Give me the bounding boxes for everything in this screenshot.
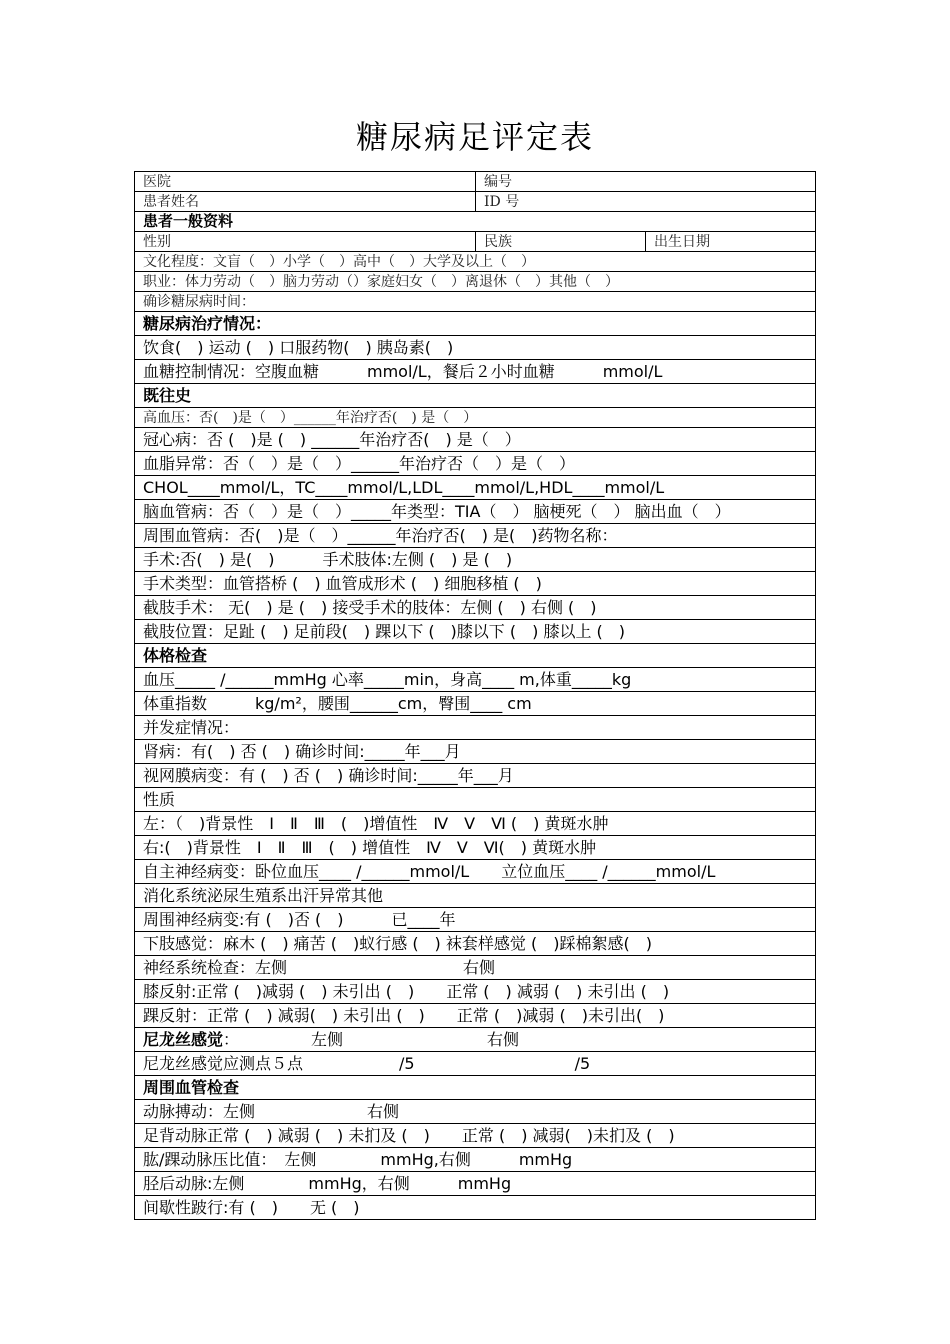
number-label: 编号 xyxy=(476,172,816,192)
id-number-label: ID 号 xyxy=(476,192,816,212)
form-row xyxy=(135,596,816,620)
claudication-row: 间歇性跛行:有 ( ) 无 ( ) xyxy=(135,1196,816,1220)
form-row xyxy=(135,884,816,908)
page-title: 糖尿病足评定表 xyxy=(355,118,594,156)
amputation-row: 截肢手术： 无( ) 是 ( ) 接受手术的肢体：左侧 ( ) 右侧 ( ) xyxy=(135,596,816,620)
neuro-exam-row: 神经系统检查：左侧 右侧 xyxy=(135,956,816,980)
form-row xyxy=(135,1004,816,1028)
form-row xyxy=(135,572,816,596)
sex-label: 性别 xyxy=(135,232,476,252)
right-eye-row: 右:( )背景性 Ⅰ Ⅱ Ⅲ ( ) 增值性 Ⅳ Ⅴ Ⅵ( ) 黄斑水肿 xyxy=(135,836,816,860)
form-row xyxy=(135,788,816,812)
ethnicity-label: 民族 xyxy=(476,232,646,252)
form-row xyxy=(135,524,816,548)
pulse-row: 动脉搏动：左侧 右侧 xyxy=(135,1100,816,1124)
surgery-type-row: 手术类型：血管搭桥 ( ) 血管成形术 ( ) 细胞移植 ( ) xyxy=(135,572,816,596)
form-row xyxy=(135,740,816,764)
cerebrovascular-row: 脑血管病：否（ ）是（ ）_____年类型：TIA（ ） 脑梗死（ ） 脑出血（ ） xyxy=(135,500,816,524)
history-heading: 既往史 xyxy=(135,384,816,408)
patient-name-label: 患者姓名 xyxy=(135,192,476,212)
form-row xyxy=(135,716,816,740)
peripheral-vascular-row: 周围血管病：否( )是（ ）______年治疗否( ) 是( )药物名称： xyxy=(135,524,816,548)
amputation-site-row: 截肢位置：足趾 ( ) 足前段( ) 踝以下 ( )膝以下 ( ) 膝以上 ( ) xyxy=(135,620,816,644)
form-row xyxy=(135,476,816,500)
form-row xyxy=(135,408,816,428)
monofilament-row xyxy=(135,1028,816,1052)
treatment-methods-row: 饮食( ) 运动 ( ) 口服药物( ) 胰岛素( ) xyxy=(135,336,816,360)
systems-row: 消化系统泌尿生殖系出汗异常其他 xyxy=(135,884,816,908)
autonomic-neuropathy-row: 自主神经病变：卧位血压____ /______mmol/L 立位血压____ /______mmol/L xyxy=(135,860,816,884)
dorsalis-pedis-row: 足背动脉正常 ( ) 减弱 ( ) 未扪及 ( ) 正常 ( ) 减弱( )未扪及 ( ) xyxy=(135,1124,816,1148)
form-row xyxy=(135,1124,816,1148)
posterior-tibial-row: 胫后动脉:左侧 mmHg，右侧 mmHg xyxy=(135,1172,816,1196)
form-row xyxy=(135,1028,816,1052)
form-row xyxy=(135,292,816,312)
monofilament-points-row: 尼龙丝感觉应测点５点 /5 /5 xyxy=(135,1052,816,1076)
form-row xyxy=(135,908,816,932)
form-row xyxy=(135,956,816,980)
bmi-row: 体重指数 kg/m²，腰围______cm，臀围____ cm xyxy=(135,692,816,716)
monofilament-sides: ： 左侧 右侧 xyxy=(223,1029,520,1049)
form-row xyxy=(135,212,816,232)
retinopathy-row: 视网膜病变：有 ( ) 否 ( ) 确诊时间:_____年___月 xyxy=(135,764,816,788)
complications-row: 并发症情况： xyxy=(135,716,816,740)
nephropathy-row: 肾病：有( ) 否 ( ) 确诊时间:_____年___月 xyxy=(135,740,816,764)
treatment-heading: 糖尿病治疗情况： xyxy=(135,312,816,336)
knee-reflex-row: 膝反射:正常 ( )减弱 ( ) 未引出 ( ) 正常 ( ) 减弱 ( ) 未引出 ( ) xyxy=(135,980,816,1004)
form-row xyxy=(135,548,816,572)
form-row xyxy=(135,644,816,668)
abi-row: 肱/踝动脉压比值： 左侧 mmHg,右侧 mmHg xyxy=(135,1148,816,1172)
form-row xyxy=(135,1076,816,1100)
form-row xyxy=(135,860,816,884)
form-row xyxy=(135,312,816,336)
form-row xyxy=(135,360,816,384)
chd-row: 冠心病：否 ( )是 ( ) ______年治疗否( ) 是（ ） xyxy=(135,428,816,452)
form-row xyxy=(135,620,816,644)
left-eye-row: 左：（ )背景性 Ⅰ Ⅱ Ⅲ ( )增值性 Ⅳ Ⅴ Ⅵ ( ) 黄斑水肿 xyxy=(135,812,816,836)
surgery-row: 手术:否( ) 是( ) 手术肢体:左侧 ( ) 是 ( ) xyxy=(135,548,816,572)
form-row xyxy=(135,500,816,524)
form-row xyxy=(135,452,816,476)
form-row xyxy=(135,764,816,788)
form-row xyxy=(135,812,816,836)
ankle-reflex-row: 踝反射：正常 ( ) 减弱( ) 未引出 ( ) 正常 ( )减弱 ( )未引出( ) xyxy=(135,1004,816,1028)
birth-date-label: 出生日期 xyxy=(646,232,816,252)
form-row xyxy=(135,932,816,956)
form-row xyxy=(135,1172,816,1196)
lipids-row: CHOL____mmol/L，TC____mmol/L,LDL____mmol/L,HDL____mmol/L xyxy=(135,476,816,500)
peripheral-neuropathy-row: 周围神经病变:有 ( )否 ( ) 已____年 xyxy=(135,908,816,932)
form-row xyxy=(135,252,816,272)
diagnosis-time-row: 确诊糖尿病时间： xyxy=(135,292,816,312)
form-row xyxy=(135,272,816,292)
physical-exam-heading: 体格检查 xyxy=(135,644,816,668)
form-row xyxy=(135,1100,816,1124)
general-info-heading: 患者一般资料 xyxy=(135,212,816,232)
form-row xyxy=(135,692,816,716)
assessment-form-table xyxy=(134,171,816,1220)
form-row xyxy=(135,384,816,408)
form-row xyxy=(135,336,816,360)
form-row xyxy=(135,836,816,860)
form-row xyxy=(135,1052,816,1076)
form-row xyxy=(135,668,816,692)
dyslipidemia-row: 血脂异常：否（ ）是（ ）______年治疗否（ ）是（ ） xyxy=(135,452,816,476)
monofilament-heading: 尼龙丝感觉 xyxy=(143,1029,224,1049)
vascular-exam-heading: 周围血管检查 xyxy=(135,1076,816,1100)
form-row xyxy=(135,232,816,252)
glucose-control-row: 血糖控制情况：空腹血糖 mmol/L，餐后２小时血糖 mmol/L xyxy=(135,360,816,384)
occupation-row: 职业：体力劳动（ ）脑力劳动（）家庭妇女（ ）离退休（ ）其他（ ） xyxy=(135,272,816,292)
form-row xyxy=(135,172,816,192)
vitals-row: 血压_____ /______mmHg 心率_____min，身高____ m,体重_____kg xyxy=(135,668,816,692)
form-row xyxy=(135,980,816,1004)
form-row xyxy=(135,192,816,212)
form-row xyxy=(135,1148,816,1172)
hypertension-row: 高血压：否( )是（ ）______年治疗否( ) 是（ ） xyxy=(135,408,816,428)
lower-limb-sensation-row: 下肢感觉：麻木 ( ) 痛苦 ( )蚁行感 ( ) 袜套样感觉 ( )踩棉絮感( ) xyxy=(135,932,816,956)
form-row xyxy=(135,428,816,452)
hospital-label: 医院 xyxy=(135,172,476,192)
education-row: 文化程度：文盲（ ）小学（ ）高中（ ）大学及以上（ ） xyxy=(135,252,816,272)
nature-row: 性质 xyxy=(135,788,816,812)
form-row xyxy=(135,1196,816,1220)
